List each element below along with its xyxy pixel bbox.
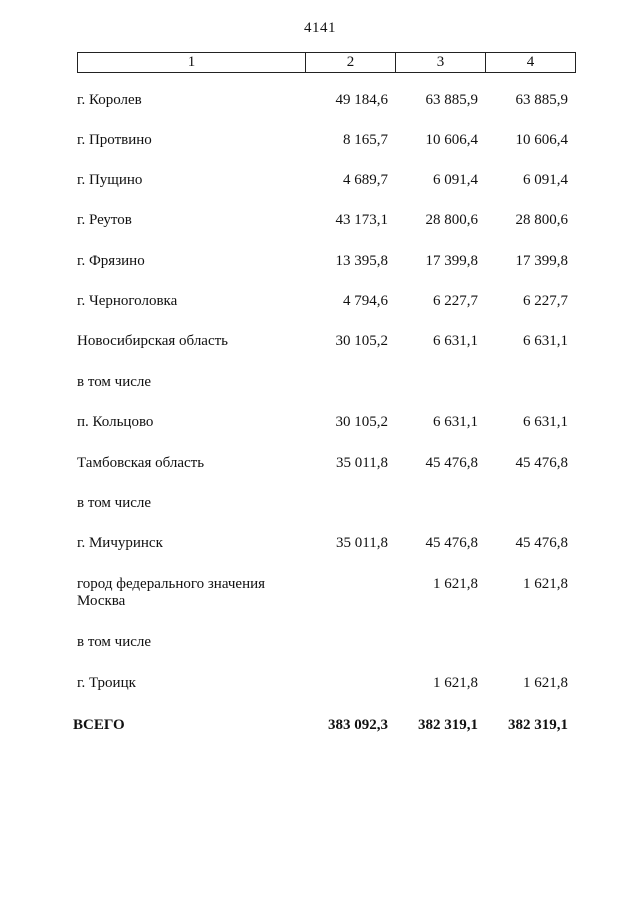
row-value-col4: 6 631,1 bbox=[523, 414, 568, 430]
row-value-col3: 63 885,9 bbox=[425, 92, 478, 108]
row-value-col2: 49 184,6 bbox=[335, 92, 388, 108]
table-header bbox=[77, 52, 576, 73]
table-row bbox=[0, 495, 640, 515]
row-value-col3: 6 227,7 bbox=[433, 293, 478, 309]
row-value-col3: 1 621,8 bbox=[433, 576, 478, 592]
row-value-col2: 30 105,2 bbox=[335, 414, 388, 430]
total-row bbox=[0, 717, 640, 737]
row-value-col2: 43 173,1 bbox=[335, 212, 388, 228]
row-value-col3: 6 091,4 bbox=[433, 172, 478, 188]
total-label: ВСЕГО bbox=[73, 717, 125, 733]
column-header-3: 3 bbox=[396, 53, 486, 73]
row-name: г. Троицк bbox=[77, 675, 136, 691]
table-row bbox=[0, 455, 640, 475]
table-row bbox=[0, 576, 640, 616]
row-name: Тамбовская область bbox=[77, 455, 205, 471]
table-row bbox=[0, 333, 640, 353]
row-name: г. Королев bbox=[77, 92, 142, 108]
row-value-col4: 1 621,8 bbox=[523, 576, 568, 592]
row-value-col2: 30 105,2 bbox=[335, 333, 388, 349]
column-header-2: 2 bbox=[306, 53, 396, 73]
row-value-col4: 63 885,9 bbox=[515, 92, 568, 108]
table-row bbox=[0, 212, 640, 232]
row-name: в том числе bbox=[77, 374, 152, 390]
row-value-col3: 6 631,1 bbox=[433, 333, 478, 349]
total-value-col4: 382 319,1 bbox=[508, 717, 568, 733]
row-name: г. Мичуринск bbox=[77, 535, 163, 551]
total-value-col2: 383 092,3 bbox=[328, 717, 388, 733]
table-row bbox=[0, 535, 640, 555]
row-value-col2: 4 689,7 bbox=[343, 172, 388, 188]
table-row bbox=[0, 634, 640, 654]
row-value-col3: 10 606,4 bbox=[425, 132, 478, 148]
table-row bbox=[0, 92, 640, 112]
row-value-col4: 45 476,8 bbox=[515, 455, 568, 471]
row-name: п. Кольцово bbox=[77, 414, 154, 430]
table-row bbox=[0, 414, 640, 434]
total-value-col3: 382 319,1 bbox=[418, 717, 478, 733]
page-number: 4141 bbox=[304, 20, 336, 36]
row-value-col2: 35 011,8 bbox=[336, 455, 388, 471]
row-value-col3: 17 399,8 bbox=[425, 253, 478, 269]
row-value-col4: 1 621,8 bbox=[523, 675, 568, 691]
row-value-col4: 6 227,7 bbox=[523, 293, 568, 309]
table-row bbox=[0, 374, 640, 394]
row-value-col3: 45 476,8 bbox=[425, 535, 478, 551]
column-header-1: 1 bbox=[78, 53, 306, 73]
row-value-col4: 6 631,1 bbox=[523, 333, 568, 349]
row-name: г. Пущино bbox=[77, 172, 143, 188]
row-value-col4: 28 800,6 bbox=[515, 212, 568, 228]
row-value-col2: 4 794,6 bbox=[343, 293, 388, 309]
row-name: г. Реутов bbox=[77, 212, 132, 228]
row-value-col3: 1 621,8 bbox=[433, 675, 478, 691]
row-value-col2: 8 165,7 bbox=[343, 132, 388, 148]
table-row bbox=[0, 293, 640, 313]
row-value-col4: 10 606,4 bbox=[515, 132, 568, 148]
row-name: г. Черноголовка bbox=[77, 293, 178, 309]
table-row bbox=[0, 675, 640, 695]
row-name: город федерального значения Москва bbox=[77, 576, 266, 609]
row-value-col2: 35 011,8 bbox=[336, 535, 388, 551]
row-value-col4: 45 476,8 bbox=[515, 535, 568, 551]
row-value-col2: 13 395,8 bbox=[335, 253, 388, 269]
table-row bbox=[0, 132, 640, 152]
column-header-4: 4 bbox=[486, 53, 576, 73]
row-value-col3: 45 476,8 bbox=[425, 455, 478, 471]
row-value-col4: 6 091,4 bbox=[523, 172, 568, 188]
table-row bbox=[0, 253, 640, 273]
row-name: г. Протвино bbox=[77, 132, 152, 148]
row-name: в том числе bbox=[77, 495, 152, 511]
row-value-col3: 6 631,1 bbox=[433, 414, 478, 430]
row-name: Новосибирская область bbox=[77, 333, 229, 349]
row-name: в том числе bbox=[77, 634, 152, 650]
row-value-col4: 17 399,8 bbox=[515, 253, 568, 269]
row-value-col3: 28 800,6 bbox=[425, 212, 478, 228]
row-name: г. Фрязино bbox=[77, 253, 145, 269]
table-row bbox=[0, 172, 640, 192]
